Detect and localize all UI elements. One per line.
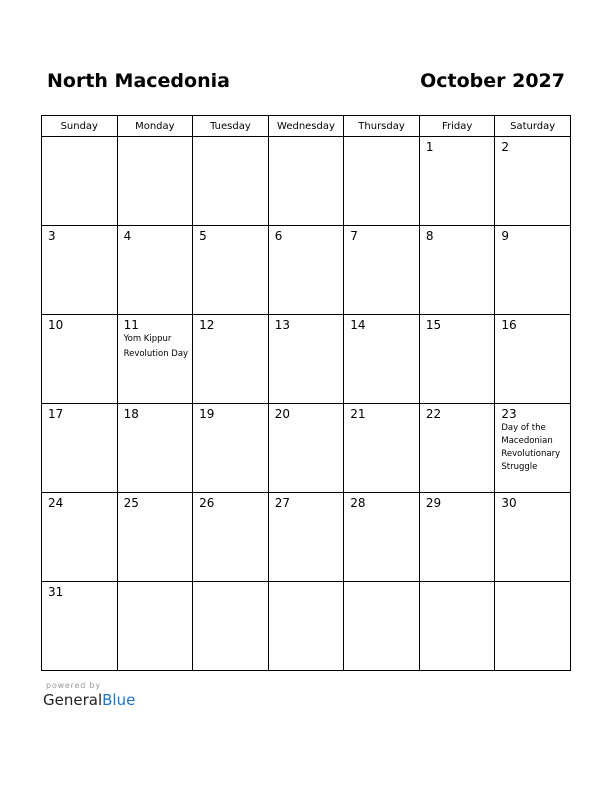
weekday-header: Tuesday [193,116,269,137]
day-number: 24 [48,496,64,510]
country-title: North Macedonia [47,70,230,92]
day-cell [419,404,495,493]
event-label: Day of the Macedonian Revolutionary Struggle [501,423,561,472]
empty-day-cell [495,582,571,671]
day-number: 27 [274,496,290,510]
event-label: Revolution Day [123,349,189,359]
day-cell [42,315,118,404]
day-number: 29 [425,496,442,510]
day-cell [419,315,495,404]
month-year-title: October 2027 [420,70,565,92]
calendar-grid [41,115,571,671]
day-cell [117,315,193,404]
empty-day-cell [344,582,420,671]
week-row [42,404,571,493]
empty-day-cell [193,137,269,226]
day-cell [419,137,495,226]
day-number: 19 [199,407,215,421]
calendar-header [47,70,565,100]
day-number: 5 [199,229,207,243]
day-number: 1 [425,140,434,154]
day-cell [495,404,571,493]
day-cell [344,404,420,493]
day-number: 4 [123,229,132,243]
day-number: 25 [123,496,139,510]
empty-day-cell [419,582,495,671]
day-cell [117,404,193,493]
day-number: 3 [48,229,56,243]
day-cell [42,582,118,671]
day-number: 21 [350,407,366,421]
weekday-header: Monday [117,116,193,137]
day-cell [117,226,193,315]
weekday-header: Thursday [344,116,420,137]
empty-day-cell [268,137,344,226]
weekday-header-row [42,116,571,137]
day-cell [193,315,269,404]
weekday-header: Saturday [495,116,571,137]
day-cell [193,226,269,315]
week-row [42,582,571,671]
day-cell [42,226,118,315]
day-number: 18 [123,407,139,421]
day-cell [495,493,571,582]
day-number: 8 [425,229,434,243]
powered-by-text: powered by [46,681,101,690]
day-number: 12 [199,318,215,332]
day-cell [419,493,495,582]
day-number: 10 [48,318,64,332]
weekday-header: Sunday [42,116,118,137]
week-row [42,226,571,315]
day-number: 15 [425,318,442,332]
day-number: 2 [501,140,510,154]
empty-day-cell [117,137,193,226]
day-cell [268,493,344,582]
day-cell [117,493,193,582]
day-number: 30 [501,496,517,510]
day-cell [419,226,495,315]
weekday-header: Wednesday [268,116,344,137]
day-cell [42,493,118,582]
day-number: 13 [274,318,290,332]
day-number: 31 [48,585,64,599]
day-cell [268,315,344,404]
brand-blue: Blue [102,691,136,709]
day-number: 14 [350,318,366,332]
day-cell [42,404,118,493]
footer-branding [43,681,135,709]
day-number: 26 [199,496,215,510]
events-list [124,333,190,361]
day-number: 28 [350,496,366,510]
day-number: 20 [274,407,290,421]
weekday-header: Friday [419,116,495,137]
day-cell [193,404,269,493]
week-row [42,493,571,582]
day-cell [344,493,420,582]
day-cell [495,137,571,226]
generalblue-logo[interactable] [43,691,135,709]
day-cell [495,226,571,315]
day-number: 11 [123,318,139,332]
day-number: 9 [501,229,510,243]
empty-day-cell [344,137,420,226]
week-row [42,315,571,404]
day-number: 7 [350,229,358,243]
empty-day-cell [268,582,344,671]
day-number: 22 [425,407,442,421]
day-cell [268,404,344,493]
day-cell [344,226,420,315]
week-row [42,137,571,226]
empty-day-cell [42,137,118,226]
day-number: 16 [501,318,517,332]
empty-day-cell [117,582,193,671]
day-number: 23 [501,407,517,421]
event-label: Yom Kippur [123,334,172,344]
day-number: 17 [48,407,64,421]
day-cell [344,315,420,404]
empty-day-cell [193,582,269,671]
events-list [501,422,567,474]
day-cell [268,226,344,315]
day-number: 6 [274,229,283,243]
day-cell [495,315,571,404]
brand-general: General [43,691,103,709]
day-cell [193,493,269,582]
